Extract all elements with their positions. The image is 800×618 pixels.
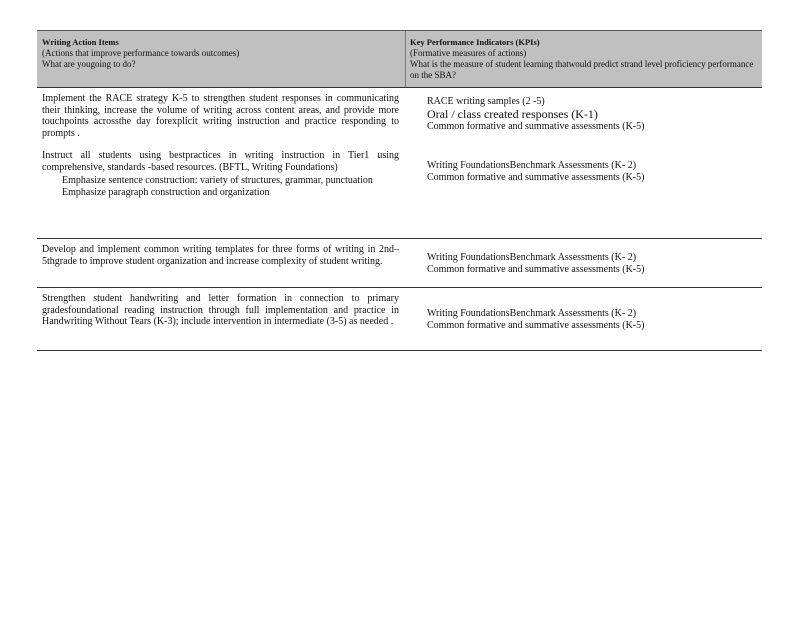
header-right-sub2: What is the measure of student learning thatwould predict strand level proficiency performance on the SBA? (410, 59, 754, 80)
kpi-text: Oral / class created responses (K-1) (427, 106, 598, 121)
kpi-text: RACE writing samples (2 -5) (427, 96, 545, 107)
kpi-item (409, 160, 762, 172)
header-left-sub1: (Actions that improve performance towards outcomes) (42, 48, 240, 58)
header-left-title: Writing Action Items (42, 37, 119, 47)
kpi-item (409, 308, 762, 320)
kpi-item (409, 252, 762, 264)
header-action-items (37, 31, 405, 87)
kpi-item (409, 264, 762, 276)
list-item (44, 175, 399, 187)
action-items-table (37, 30, 762, 351)
kpi-text: Common formative and summative assessments (K-5) (427, 319, 645, 331)
table-row (37, 88, 762, 239)
kpi-cell (405, 288, 762, 350)
action-cell (37, 88, 405, 238)
header-left-sub2: What are yougoing to do? (42, 59, 136, 69)
action-cell (37, 288, 405, 350)
header-right-sub1: (Formative measures of actions) (410, 48, 527, 58)
table-row (37, 288, 762, 351)
kpi-cell (405, 239, 762, 287)
kpi-cell (405, 88, 762, 238)
action-text: Instruct all students using bestpractices in writing instruction in Tier1 using comprehensive, standards -based resources. (BFTL, Writing Foundations) (42, 150, 399, 173)
action-text: Implement the RACE strategy K-5 to strengthen student responses in communicating their thinking, increase the volume of writing across content areas, and provide more touchpoints acrossthe day forexplicit writing instruction and practice responding to prompts . (42, 93, 399, 139)
action-text: Strengthen student handwriting and letter formation in connection to primary gradesfoundational reading instruction through full implementation and practice in Handwriting Without Tears (K-3); include intervention in intermediate (3-5) as needed . (42, 293, 399, 327)
kpi-item (409, 108, 762, 121)
kpi-item (409, 320, 762, 332)
kpi-text: Writing FoundationsBenchmark Assessments (K- 2) (427, 160, 637, 171)
table-row (37, 239, 762, 288)
header-kpis (405, 31, 762, 87)
kpi-text: Writing FoundationsBenchmark Assessments (K- 2) (427, 308, 637, 319)
header-right-title: Key Performance Indicators (KPIs) (410, 37, 540, 47)
kpi-item (409, 96, 762, 108)
sub-item-text: Emphasize paragraph construction and organization (62, 186, 270, 198)
list-item (44, 187, 399, 199)
kpi-text: Common formative and summative assessments (K-5) (427, 171, 645, 183)
table-header (37, 30, 762, 88)
sub-item-text: Emphasize sentence construction: variety of structures, grammar, punctuation (62, 175, 373, 186)
kpi-item (409, 172, 762, 184)
action-cell (37, 239, 405, 287)
kpi-text: Common formative and summative assessments (K-5) (427, 120, 645, 132)
action-text: Develop and implement common writing templates for three forms of writing in 2nd– 5thgrade to improve student organization and increase complexity of student writing. (42, 244, 399, 267)
kpi-text: Writing FoundationsBenchmark Assessments (K- 2) (427, 252, 637, 263)
kpi-text: Common formative and summative assessments (K-5) (427, 263, 645, 275)
kpi-item (409, 121, 762, 133)
